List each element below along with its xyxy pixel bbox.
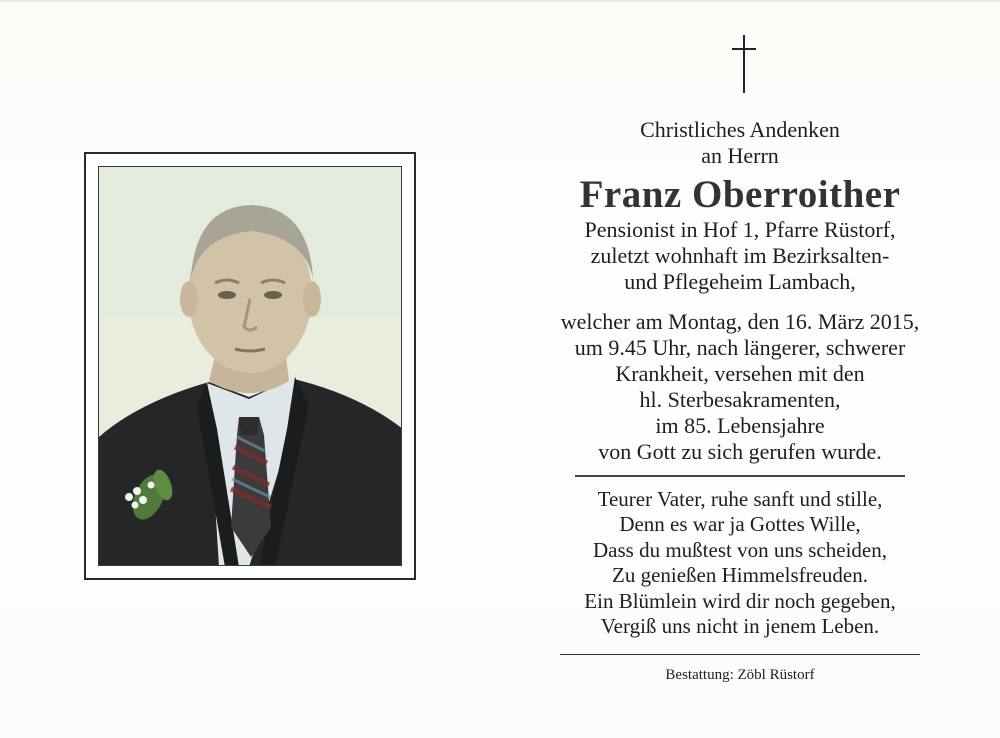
death-line: um 9.45 Uhr, nach längerer, schwerer	[574, 335, 906, 360]
portrait-illustration	[99, 167, 402, 566]
header-line-2: an Herrn	[701, 143, 779, 168]
bio-block	[520, 217, 960, 295]
death-line: hl. Sterbesakramenten,	[639, 387, 841, 412]
obituary-text	[520, 117, 960, 685]
divider	[575, 475, 905, 477]
header-line-1: Christliches Andenken	[640, 117, 840, 142]
verse-line: Ein Blümlein wird dir noch gegeben,	[584, 588, 896, 613]
death-line: im 85. Lebensjahre	[655, 413, 825, 438]
cross-icon	[732, 35, 756, 93]
verse-block	[520, 487, 960, 640]
death-line: welcher am Montag, den 16. März 2015,	[560, 309, 920, 334]
death-block	[520, 309, 960, 465]
funeral-home-footer: Bestattung: Zöbl Rüstorf	[665, 667, 815, 683]
deceased-name: Franz Oberroither	[579, 173, 901, 216]
death-line: Krankheit, versehen mit den	[615, 361, 865, 386]
bio-line: und Pflegeheim Lambach,	[624, 269, 856, 294]
death-line: von Gott zu sich gerufen wurde.	[598, 439, 882, 464]
bio-line: Pensionist in Hof 1, Pfarre Rüstorf,	[584, 217, 896, 242]
verse-line: Zu genießen Himmelsfreuden.	[612, 563, 868, 587]
portrait-photo	[98, 166, 402, 566]
verse-line: Teurer Vater, ruhe sanft und stille,	[597, 486, 883, 511]
footer-divider	[560, 654, 920, 656]
portrait-frame	[84, 152, 416, 580]
verse-line: Dass du mußtest von uns scheiden,	[593, 537, 887, 562]
bio-line: zuletzt wohnhaft im Bezirksalten-	[590, 243, 890, 268]
verse-line: Denn es war ja Gottes Wille,	[619, 512, 861, 536]
verse-line: Vergiß uns nicht in jenem Leben.	[600, 614, 880, 638]
